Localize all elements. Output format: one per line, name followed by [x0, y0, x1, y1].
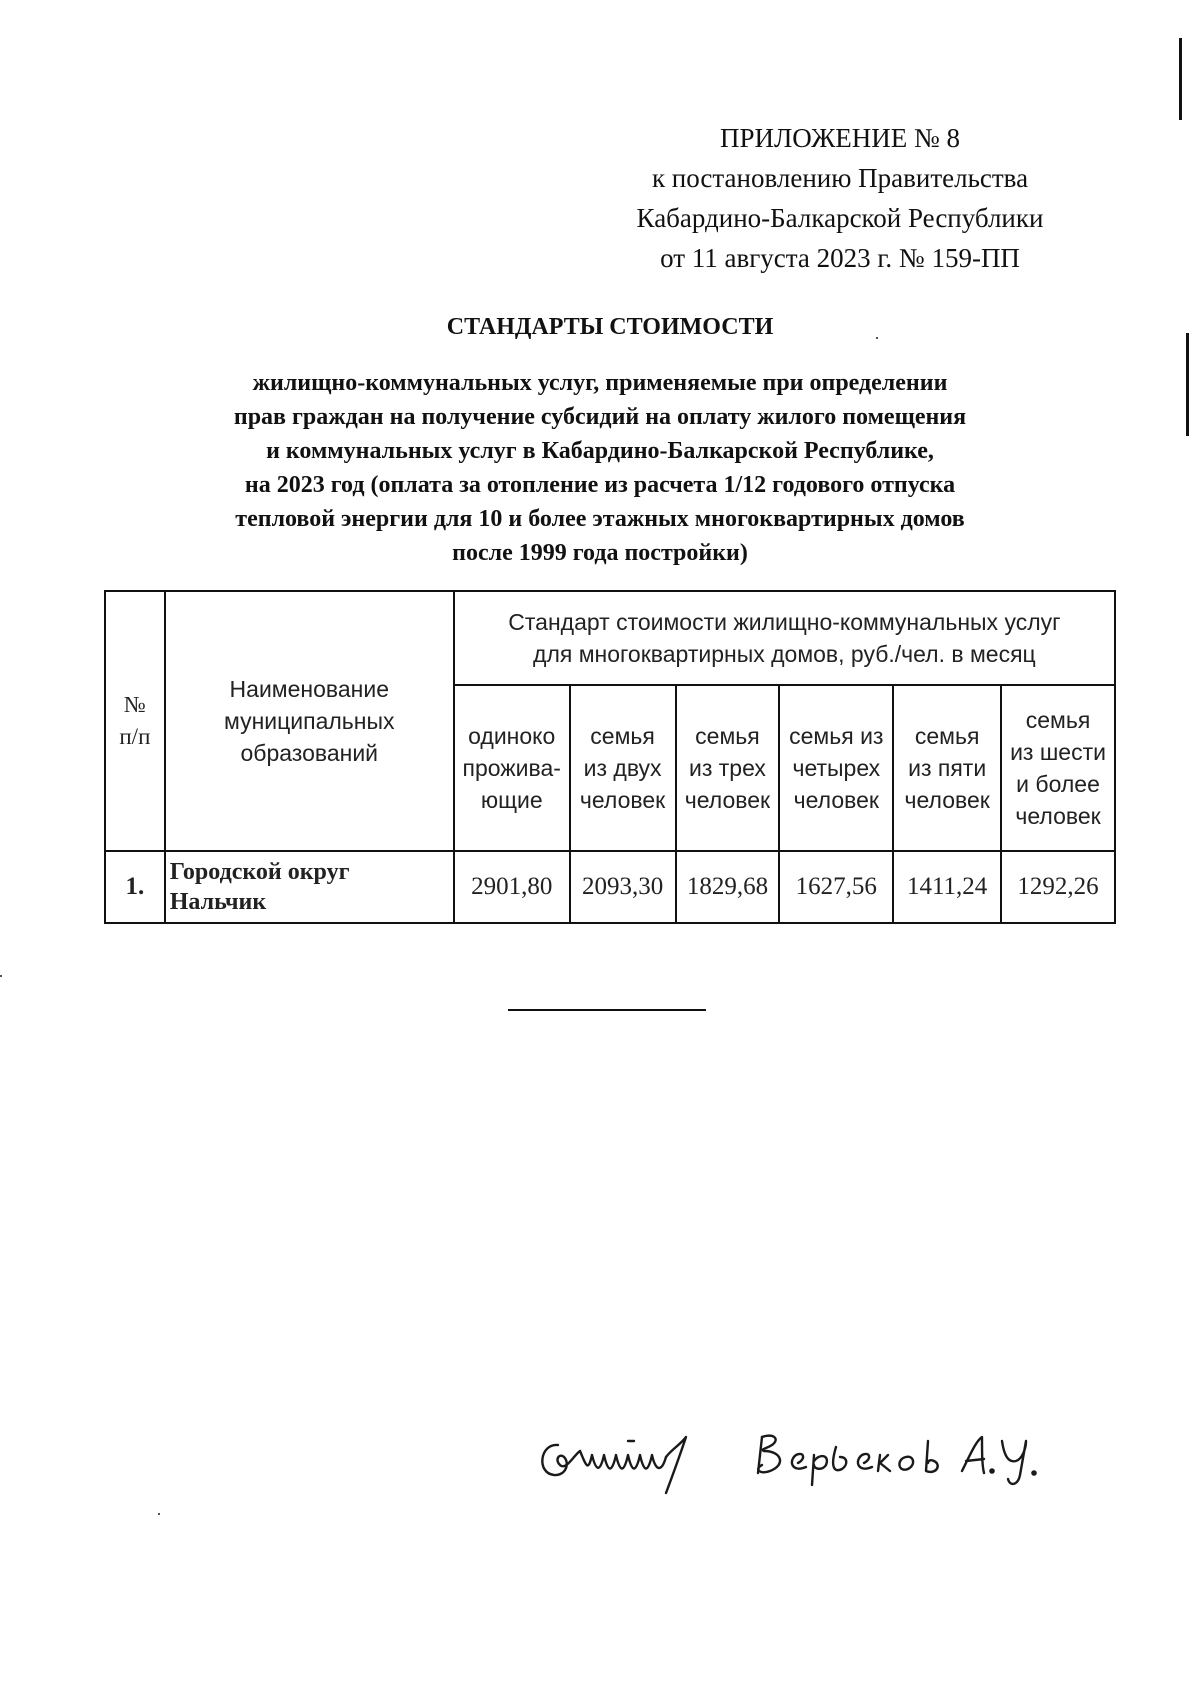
row-municipality: Городской округ Нальчик [165, 851, 454, 923]
subtitle-line: после 1999 года постройки) [452, 540, 748, 566]
value-family-2: 2093,30 [570, 851, 676, 923]
value-single: 2901,80 [454, 851, 570, 923]
handwritten-signature [530, 1415, 1050, 1505]
col-header-family-2: семья из двух человек [570, 685, 676, 851]
table-row [105, 851, 1115, 923]
col-header-family-4: семья из четырех человек [779, 685, 893, 851]
col-header-municipality: Наименование муниципальных образований [165, 591, 454, 851]
cost-standards-table [104, 590, 1116, 924]
value-family-5: 1411,24 [893, 851, 1001, 923]
col-header-family-6plus: семья из шести и более человек [1001, 685, 1115, 851]
col-header-single: одиноко прожива- ющие [454, 685, 570, 851]
value-family-3: 1829,68 [676, 851, 780, 923]
col-header-family-5: семья из пяти человек [893, 685, 1001, 851]
value-family-4: 1627,56 [779, 851, 893, 923]
appendix-republic: Кабардино-Балкарской Республики [636, 203, 1044, 233]
end-divider [508, 1009, 706, 1011]
appendix-resolution: к постановлению Правительства [651, 163, 1029, 193]
subtitle-line: жилищно-коммунальных услуг, применяемые при определении [252, 370, 948, 396]
scan-speck [158, 1513, 160, 1515]
group-header-standard: Стандарт стоимости жилищно-коммунальных услуг для многоквартирных домов, руб./чел. в месяц [454, 591, 1115, 685]
scan-margin-mark [1186, 333, 1189, 436]
table-header-row [105, 591, 1115, 685]
appendix-date: от 11 августа 2023 г. № 159-ПП [660, 243, 1020, 273]
scan-margin-mark [1179, 38, 1182, 120]
appendix-header [590, 118, 1090, 278]
appendix-number: ПРИЛОЖЕНИЕ № 8 [719, 123, 961, 153]
subtitle-line: и коммунальных услуг в Кабардино-Балкарской Республике, [266, 438, 934, 464]
value-family-6plus: 1292,26 [1001, 851, 1115, 923]
document-subtitle [130, 366, 1070, 570]
scan-speck [876, 337, 878, 339]
col-header-family-3: семья из трех человек [676, 685, 780, 851]
row-index: 1. [105, 851, 165, 923]
subtitle-line: на 2023 год (оплата за отопление из расчета 1/12 годового отпуска [244, 472, 956, 498]
subtitle-line: прав граждан на получение субсидий на оплату жилого помещения [233, 404, 967, 430]
scan-speck [0, 975, 2, 977]
subtitle-line: тепловой энергии для 10 и более этажных многоквартирных домов [235, 506, 965, 532]
document-title: СТАНДАРТЫ СТОИМОСТИ [446, 314, 774, 340]
col-header-number: № п/п [105, 591, 165, 851]
